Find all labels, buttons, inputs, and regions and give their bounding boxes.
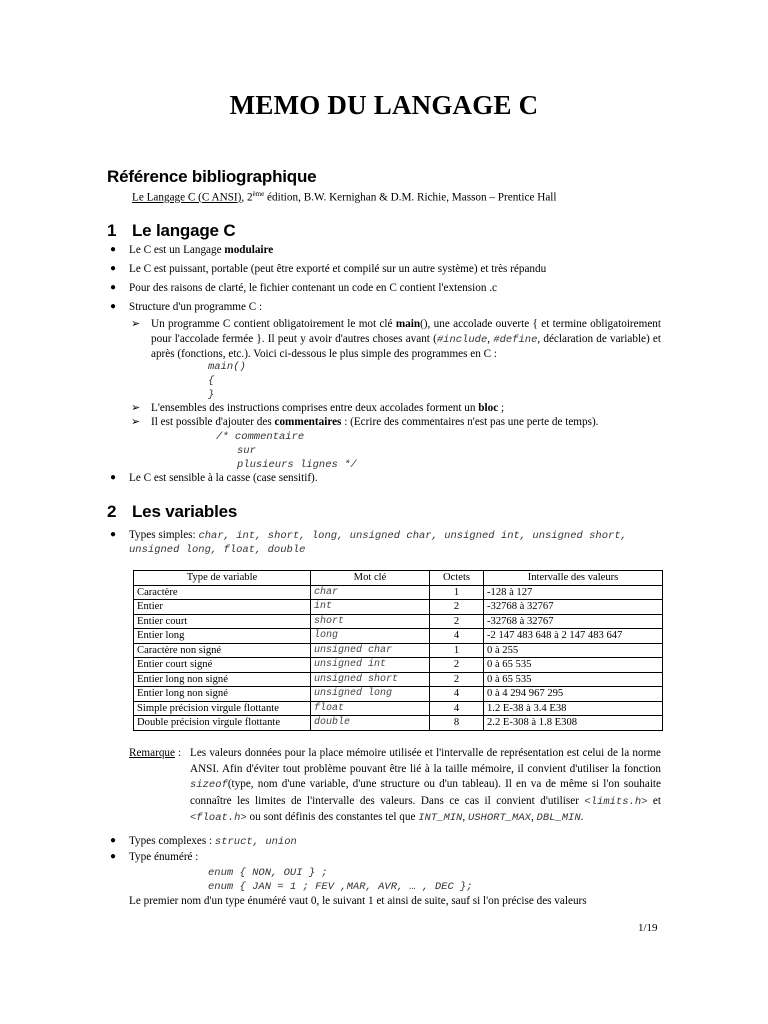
cell-keyword: unsigned int bbox=[311, 658, 430, 673]
arrow-bullet-icon: ➢ bbox=[131, 416, 141, 428]
cell-range: -2 147 483 648 à 2 147 483 647 bbox=[484, 629, 663, 644]
cell-type: Entier long bbox=[134, 629, 311, 644]
cell-range: -128 à 127 bbox=[484, 585, 663, 600]
cell-range: 0 à 4 294 967 295 bbox=[484, 687, 663, 702]
column-header: Octets bbox=[430, 571, 484, 586]
table-row bbox=[134, 600, 663, 615]
table-row bbox=[134, 716, 663, 731]
table-row bbox=[134, 614, 663, 629]
code-line: { bbox=[208, 375, 215, 387]
bullet-icon: ● bbox=[110, 282, 117, 293]
cell-keyword: unsigned char bbox=[311, 643, 430, 658]
enum-type-line: Type énuméré : bbox=[129, 851, 199, 863]
document-title: MEMO DU LANGAGE C bbox=[229, 90, 539, 120]
column-header: Type de variable bbox=[134, 571, 311, 586]
cell-keyword: double bbox=[311, 716, 430, 731]
cell-keyword: float bbox=[311, 701, 430, 716]
complex-types-line: Types complexes : struct, union bbox=[129, 835, 297, 848]
list-item: Le C est sensible à la casse (case sensitif). bbox=[129, 472, 318, 484]
cell-range: 2.2 E-308 à 1.8 E308 bbox=[484, 716, 663, 731]
list-item: Le C est puissant, portable (peut être exporté et compilé sur un autre système) et très répandu bbox=[129, 263, 547, 275]
table-row bbox=[134, 643, 663, 658]
cell-type: Entier long non signé bbox=[134, 687, 311, 702]
cell-keyword: int bbox=[311, 600, 430, 615]
cell-bytes: 1 bbox=[430, 643, 484, 658]
code-line: } bbox=[208, 389, 215, 401]
reference-citation: Le Langage C (C ANSI), 2ème édition, B.W. Kernighan & D.M. Richie, Masson – Prentice Hall bbox=[132, 190, 557, 204]
arrow-bullet-icon: ➢ bbox=[131, 402, 141, 414]
cell-keyword: unsigned short bbox=[311, 672, 430, 687]
cell-bytes: 2 bbox=[430, 600, 484, 615]
cell-type: Entier bbox=[134, 600, 311, 615]
remark-paragraph: Les valeurs données pour la place mémoire utilisée et l'intervalle de représentation est celui de la norme ANSI. Afin d'éviter tout problème pouvant être lié à la taille mémoire, il convient d'utiliser la fonction sizeof(type, nom d'une variable, d'une structure ou d'un tableau). Il en va de même si l'on souhaite connaître les limites de l'intervalle des valeurs. Dans ce cas il convient d'utiliser <limits.h> et <float.h> ou sont définis des constantes tel que INT_MIN, USHORT_MAX, DBL_MIN. bbox=[190, 747, 661, 824]
cell-keyword: long bbox=[311, 629, 430, 644]
cell-keyword: unsigned long bbox=[311, 687, 430, 702]
cell-type: Entier court bbox=[134, 614, 311, 629]
table-row bbox=[134, 629, 663, 644]
cell-bytes: 4 bbox=[430, 687, 484, 702]
cell-type: Simple précision virgule flottante bbox=[134, 701, 311, 716]
table-row bbox=[134, 672, 663, 687]
table-row bbox=[134, 658, 663, 673]
code-line: enum { NON, OUI } ; bbox=[208, 867, 328, 879]
cell-range: 0 à 65 535 bbox=[484, 672, 663, 687]
book-title: Le Langage C (C ANSI) bbox=[132, 191, 242, 204]
cell-bytes: 1 bbox=[430, 585, 484, 600]
bullet-icon: ● bbox=[110, 301, 117, 312]
simple-types-line: Types simples: char, int, short, long, unsigned char, unsigned int, unsigned short, bbox=[129, 529, 627, 542]
cell-bytes: 4 bbox=[430, 701, 484, 716]
list-item-comments: Il est possible d'ajouter des commentaires : (Ecrire des commentaires n'est pas une perte de temps). bbox=[151, 416, 599, 428]
section-number: 2 bbox=[107, 502, 117, 521]
page-number: 1/19 bbox=[638, 922, 658, 934]
code-line: /* commentaire bbox=[216, 431, 305, 443]
section-title: Les variables bbox=[132, 502, 238, 521]
cell-bytes: 2 bbox=[430, 672, 484, 687]
remark-colon: : bbox=[178, 747, 182, 759]
list-item: Pour des raisons de clarté, le fichier contenant un code en C contient l'extension .c bbox=[129, 282, 497, 294]
bullet-icon: ● bbox=[110, 244, 117, 255]
table-row bbox=[134, 687, 663, 702]
list-item: Structure d'un programme C : bbox=[129, 301, 263, 313]
cell-bytes: 2 bbox=[430, 658, 484, 673]
cell-range: 1.2 E-38 à 3.4 E38 bbox=[484, 701, 663, 716]
code-line: sur bbox=[237, 445, 256, 457]
bullet-icon: ● bbox=[110, 263, 117, 274]
bullet-icon: ● bbox=[110, 835, 117, 846]
bullet-icon: ● bbox=[110, 851, 117, 862]
cell-type: Entier long non signé bbox=[134, 672, 311, 687]
bullet-icon: ● bbox=[110, 529, 117, 540]
enum-paragraph: Le premier nom d'un type énuméré vaut 0, le suivant 1 et ainsi de suite, sauf si l'on précise des valeurs bbox=[129, 895, 587, 907]
column-header: Mot clé bbox=[311, 571, 430, 586]
list-item-bloc: L'ensembles des instructions comprises entre deux accolades forment un bloc ; bbox=[151, 402, 505, 414]
cell-range: -32768 à 32767 bbox=[484, 614, 663, 629]
column-header: Intervalle des valeurs bbox=[484, 571, 663, 586]
remark-label: Remarque bbox=[129, 747, 175, 759]
code-line: enum { JAN = 1 ; FEV ,MAR, AVR, … , DEC }; bbox=[208, 881, 473, 893]
table-header-row bbox=[134, 571, 663, 586]
cell-type: Caractère bbox=[134, 585, 311, 600]
cell-type: Entier court signé bbox=[134, 658, 311, 673]
section-title: Le langage C bbox=[132, 221, 236, 240]
code-line: main() bbox=[208, 361, 246, 373]
list-item: Le C est un Langage modulaire bbox=[129, 244, 274, 256]
section-2-heading bbox=[107, 502, 237, 522]
section-number: 1 bbox=[107, 221, 117, 240]
arrow-bullet-icon: ➢ bbox=[131, 318, 141, 330]
cell-type: Caractère non signé bbox=[134, 643, 311, 658]
cell-bytes: 2 bbox=[430, 614, 484, 629]
list-item-main: Un programme C contient obligatoirement le mot clé main(), une accolade ouverte { et termine obligatoirement pour l'accolade fermée }. Il peut y avoir d'autres choses avant (#include, #define, déclaration de variable) et après (fonctions, etc.). Voici ci-dessous le plus simple des programmes en C : bbox=[151, 318, 662, 360]
cell-keyword: short bbox=[311, 614, 430, 629]
table-row bbox=[134, 585, 663, 600]
bullet-icon: ● bbox=[110, 472, 117, 483]
cell-range: 0 à 255 bbox=[484, 643, 663, 658]
variables-table bbox=[133, 570, 663, 731]
code-line: plusieurs lignes */ bbox=[237, 459, 357, 471]
cell-keyword: char bbox=[311, 585, 430, 600]
cell-type: Double précision virgule flottante bbox=[134, 716, 311, 731]
reference-heading: Référence bibliographique bbox=[107, 167, 317, 186]
table-row bbox=[134, 701, 663, 716]
cell-range: -32768 à 32767 bbox=[484, 600, 663, 615]
section-1-heading bbox=[107, 221, 235, 241]
cell-bytes: 8 bbox=[430, 716, 484, 731]
simple-types-line-2: unsigned long, float, double bbox=[129, 544, 306, 556]
cell-bytes: 4 bbox=[430, 629, 484, 644]
cell-range: 0 à 65 535 bbox=[484, 658, 663, 673]
